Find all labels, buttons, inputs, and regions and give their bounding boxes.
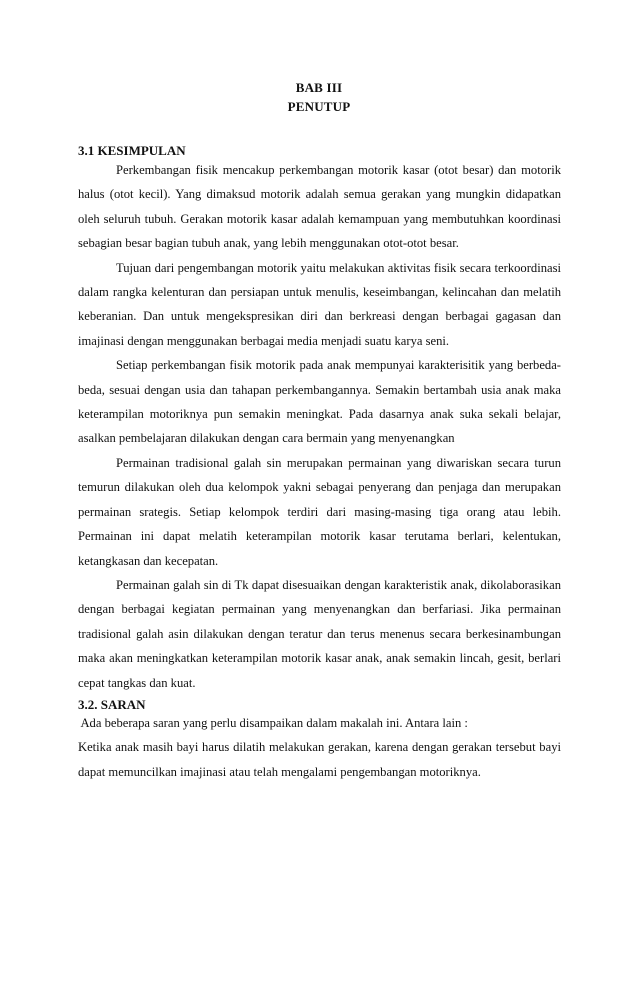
paragraph: Perkembangan fisik mencakup perkembangan motorik kasar (otot besar) dan motorik halus (otot kecil). Yang dimaksud motorik adalah semua gerakan yang mungkin didapatkan oleh seluruh tubuh. Gerakan motorik kasar adalah kemampuan yang membutuhkan koordinasi sebagian besar bagian tubuh anak, yang lebih menggunakan otot-otot besar. xyxy=(78,163,561,251)
paragraph: Tujuan dari pengembangan motorik yaitu melakukan aktivitas fisik secara terkoordinasi dalam rangka kelenturan dan persiapan untuk menulis, keseimbangan, kelincahan dan melatih keberanian. Dan untuk mengekspresikan diri dan berkreasi dengan berbagai gagasan dan imajinasi dengan menggunakan berbagai media menjadi suatu karya seni. xyxy=(78,260,561,348)
paragraph: Setiap perkembangan fisik motorik pada anak mempunyai karakterisitik yang berbeda-beda, sesuai dengan usia dan tahapan perkembangannya. Semakin bertambah usia anak maka keterampilan motoriknya pun semakin meningkat. Pada dasarnya anak suka sekali belajar, asalkan pembelajaran dilakukan dengan cara bermain yang menyenangkan xyxy=(78,358,561,446)
kesimpulan-body xyxy=(78,158,561,695)
chapter-number xyxy=(0,80,638,96)
saran-intro: Ada beberapa saran yang perlu disampaikan dalam makalah ini. Antara lain : xyxy=(78,716,468,730)
paragraph: Permainan tradisional galah sin merupakan permainan yang diwariskan secara turun temurun dilakukan oleh dua kelompok yakni sebagai penyerang dan penjaga dan merupakan permainan srategis. Setiap kelompok terdiri dari masing-masing tiga orang atau lebih. Permainan ini dapat melatih keterampilan motorik kasar terutama berlari, kelentukan, ketangkasan dan kecepatan. xyxy=(78,455,561,568)
saran-paragraph: Ketika anak masih bayi harus dilatih melakukan gerakan, karena dengan gerakan tersebut bayi dapat memuncilkan imajinasi atau telah mengalami pengembangan motoriknya. xyxy=(78,740,561,779)
paragraph: Permainan galah sin di Tk dapat disesuaikan dengan karakteristik anak, dikolaborasikan dengan berbagai kegiatan permainan yang menyenangkan dan berfariasi. Jika permainan tradisional galah asin dilakukan dengan teratur dan terus menenus secara berkesinambungan maka akan meningkatkan keterampilan motorik kasar anak, anak semakin lincah, gesit, berlari cepat tangkas dan kuat. xyxy=(78,577,561,690)
section-heading-saran: 3.2. SARAN xyxy=(78,697,146,712)
chapter-title xyxy=(0,99,638,115)
chapter-title-text: PENUTUP xyxy=(287,99,351,114)
section-heading-kesimpulan: 3.1 KESIMPULAN xyxy=(78,143,186,158)
saran-body xyxy=(78,711,561,784)
chapter-number-text: BAB III xyxy=(295,80,343,95)
